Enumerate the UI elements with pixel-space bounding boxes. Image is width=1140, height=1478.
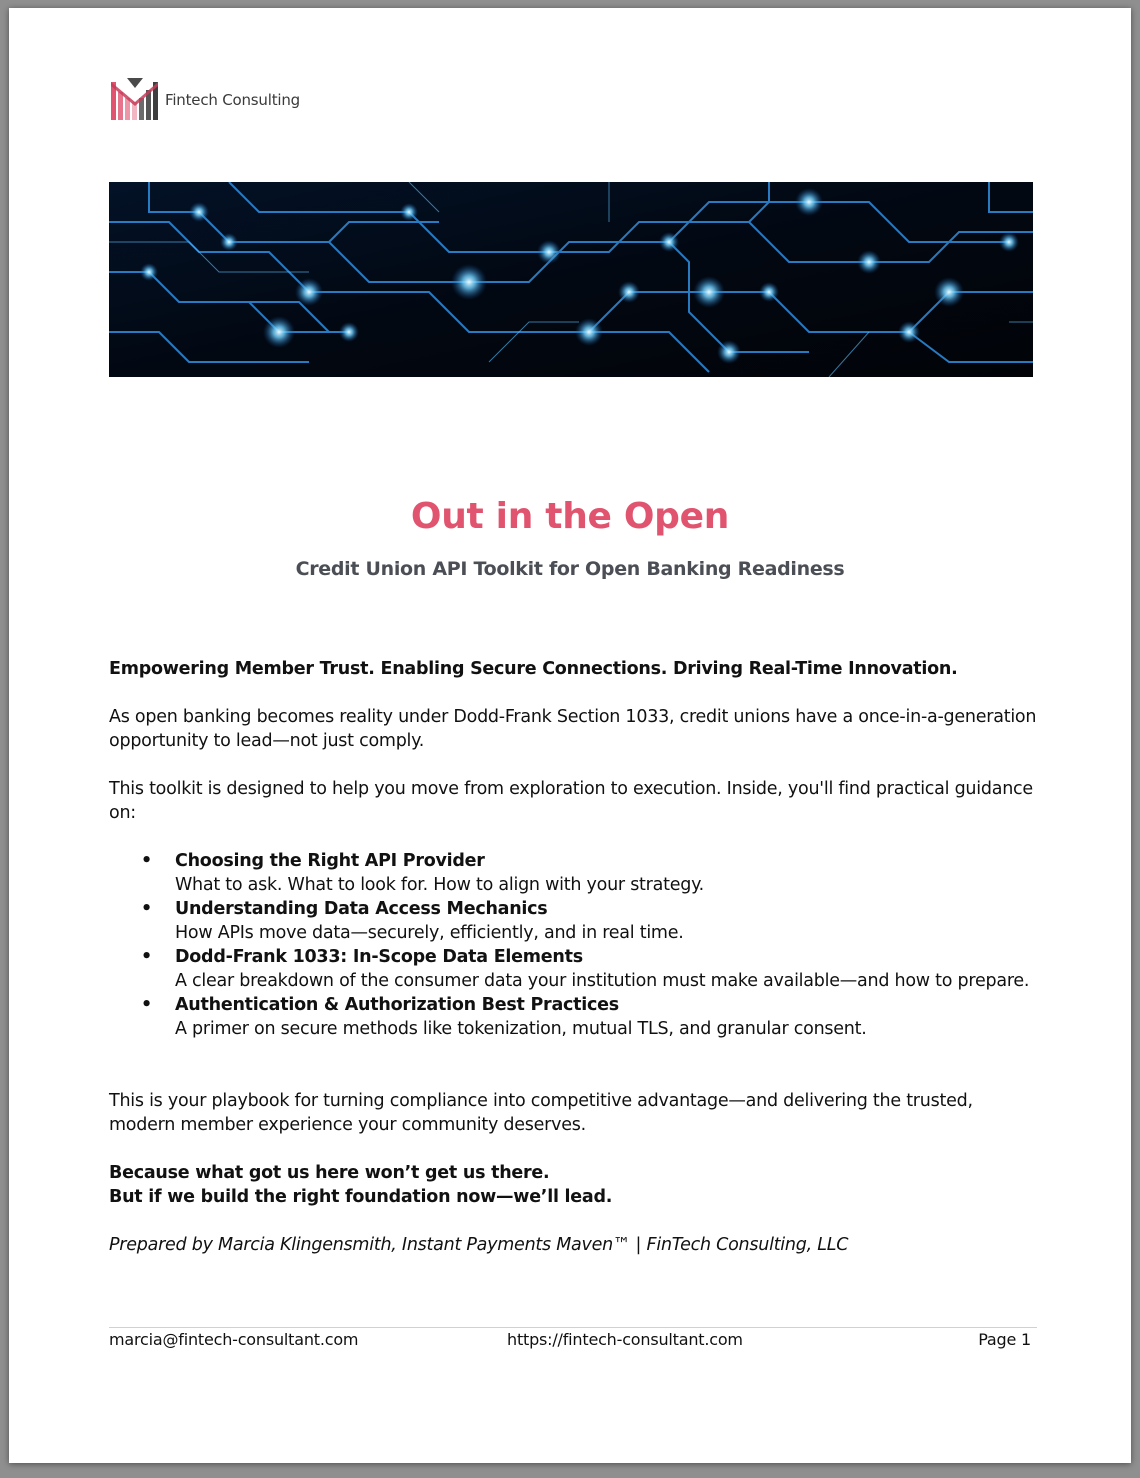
list-item-title: Choosing the Right API Provider	[175, 851, 485, 871]
list-item	[109, 849, 1039, 897]
list-item-title: Dodd-Frank 1033: In-Scope Data Elements	[175, 947, 583, 967]
logo-text: Fintech Consulting	[165, 91, 300, 109]
emphasis-line-1: Because what got us here won’t get us there.	[109, 1163, 550, 1183]
list-item-description: A primer on secure methods like tokenization, mutual TLS, and granular consent.	[175, 1019, 867, 1039]
footer-divider	[109, 1327, 1037, 1328]
page-title: Out in the Open	[410, 496, 730, 537]
prepared-by: Prepared by Marcia Klingensmith, Instant Payments Maven™ | FinTech Consulting, LLC	[109, 1235, 849, 1255]
closing-paragraph: This is your playbook for turning compliance into competitive advantage—and delivering the trusted, modern member experience your community deserves.	[109, 1091, 973, 1135]
bullet-icon: •	[141, 899, 152, 919]
guidance-list	[109, 849, 1039, 1041]
footer-page-number: Page 1	[978, 1330, 1031, 1349]
bullet-icon: •	[141, 851, 152, 871]
page-subtitle: Credit Union API Toolkit for Open Banking Readiness	[295, 558, 845, 580]
tagline: Empowering Member Trust. Enabling Secure Connections. Driving Real-Time Innovation.	[109, 659, 958, 679]
bullet-icon: •	[141, 995, 152, 1015]
emphasis-line-2: But if we build the right foundation now—we’ll lead.	[109, 1187, 613, 1207]
bullet-icon: •	[141, 947, 152, 967]
intro-paragraph: As open banking becomes reality under Dodd-Frank Section 1033, credit unions have a once-in-a-generation opportunity to lead—not just comply.	[109, 707, 1037, 751]
list-item	[109, 945, 1039, 993]
list-item	[109, 993, 1039, 1041]
fintech-logo-icon	[109, 76, 161, 122]
toolkit-intro-paragraph: This toolkit is designed to help you move from exploration to execution. Inside, you'll find practical guidance on:	[109, 779, 1033, 823]
footer-website-link[interactable]: https://fintech-consultant.com	[507, 1330, 743, 1349]
footer-email-link[interactable]: marcia@fintech-consultant.com	[109, 1330, 359, 1349]
list-item-title: Understanding Data Access Mechanics	[175, 899, 548, 919]
list-item	[109, 897, 1039, 945]
list-item-description: A clear breakdown of the consumer data your institution must make available—and how to prepare.	[175, 971, 1030, 991]
list-item-description: How APIs move data—securely, efficiently, and in real time.	[175, 923, 684, 943]
list-item-title: Authentication & Authorization Best Practices	[175, 995, 619, 1015]
hero-circuit-image	[109, 182, 1033, 377]
list-item-description: What to ask. What to look for. How to align with your strategy.	[175, 875, 704, 895]
document-body	[109, 657, 1039, 1257]
company-logo	[109, 76, 300, 122]
document-page	[9, 8, 1131, 1463]
